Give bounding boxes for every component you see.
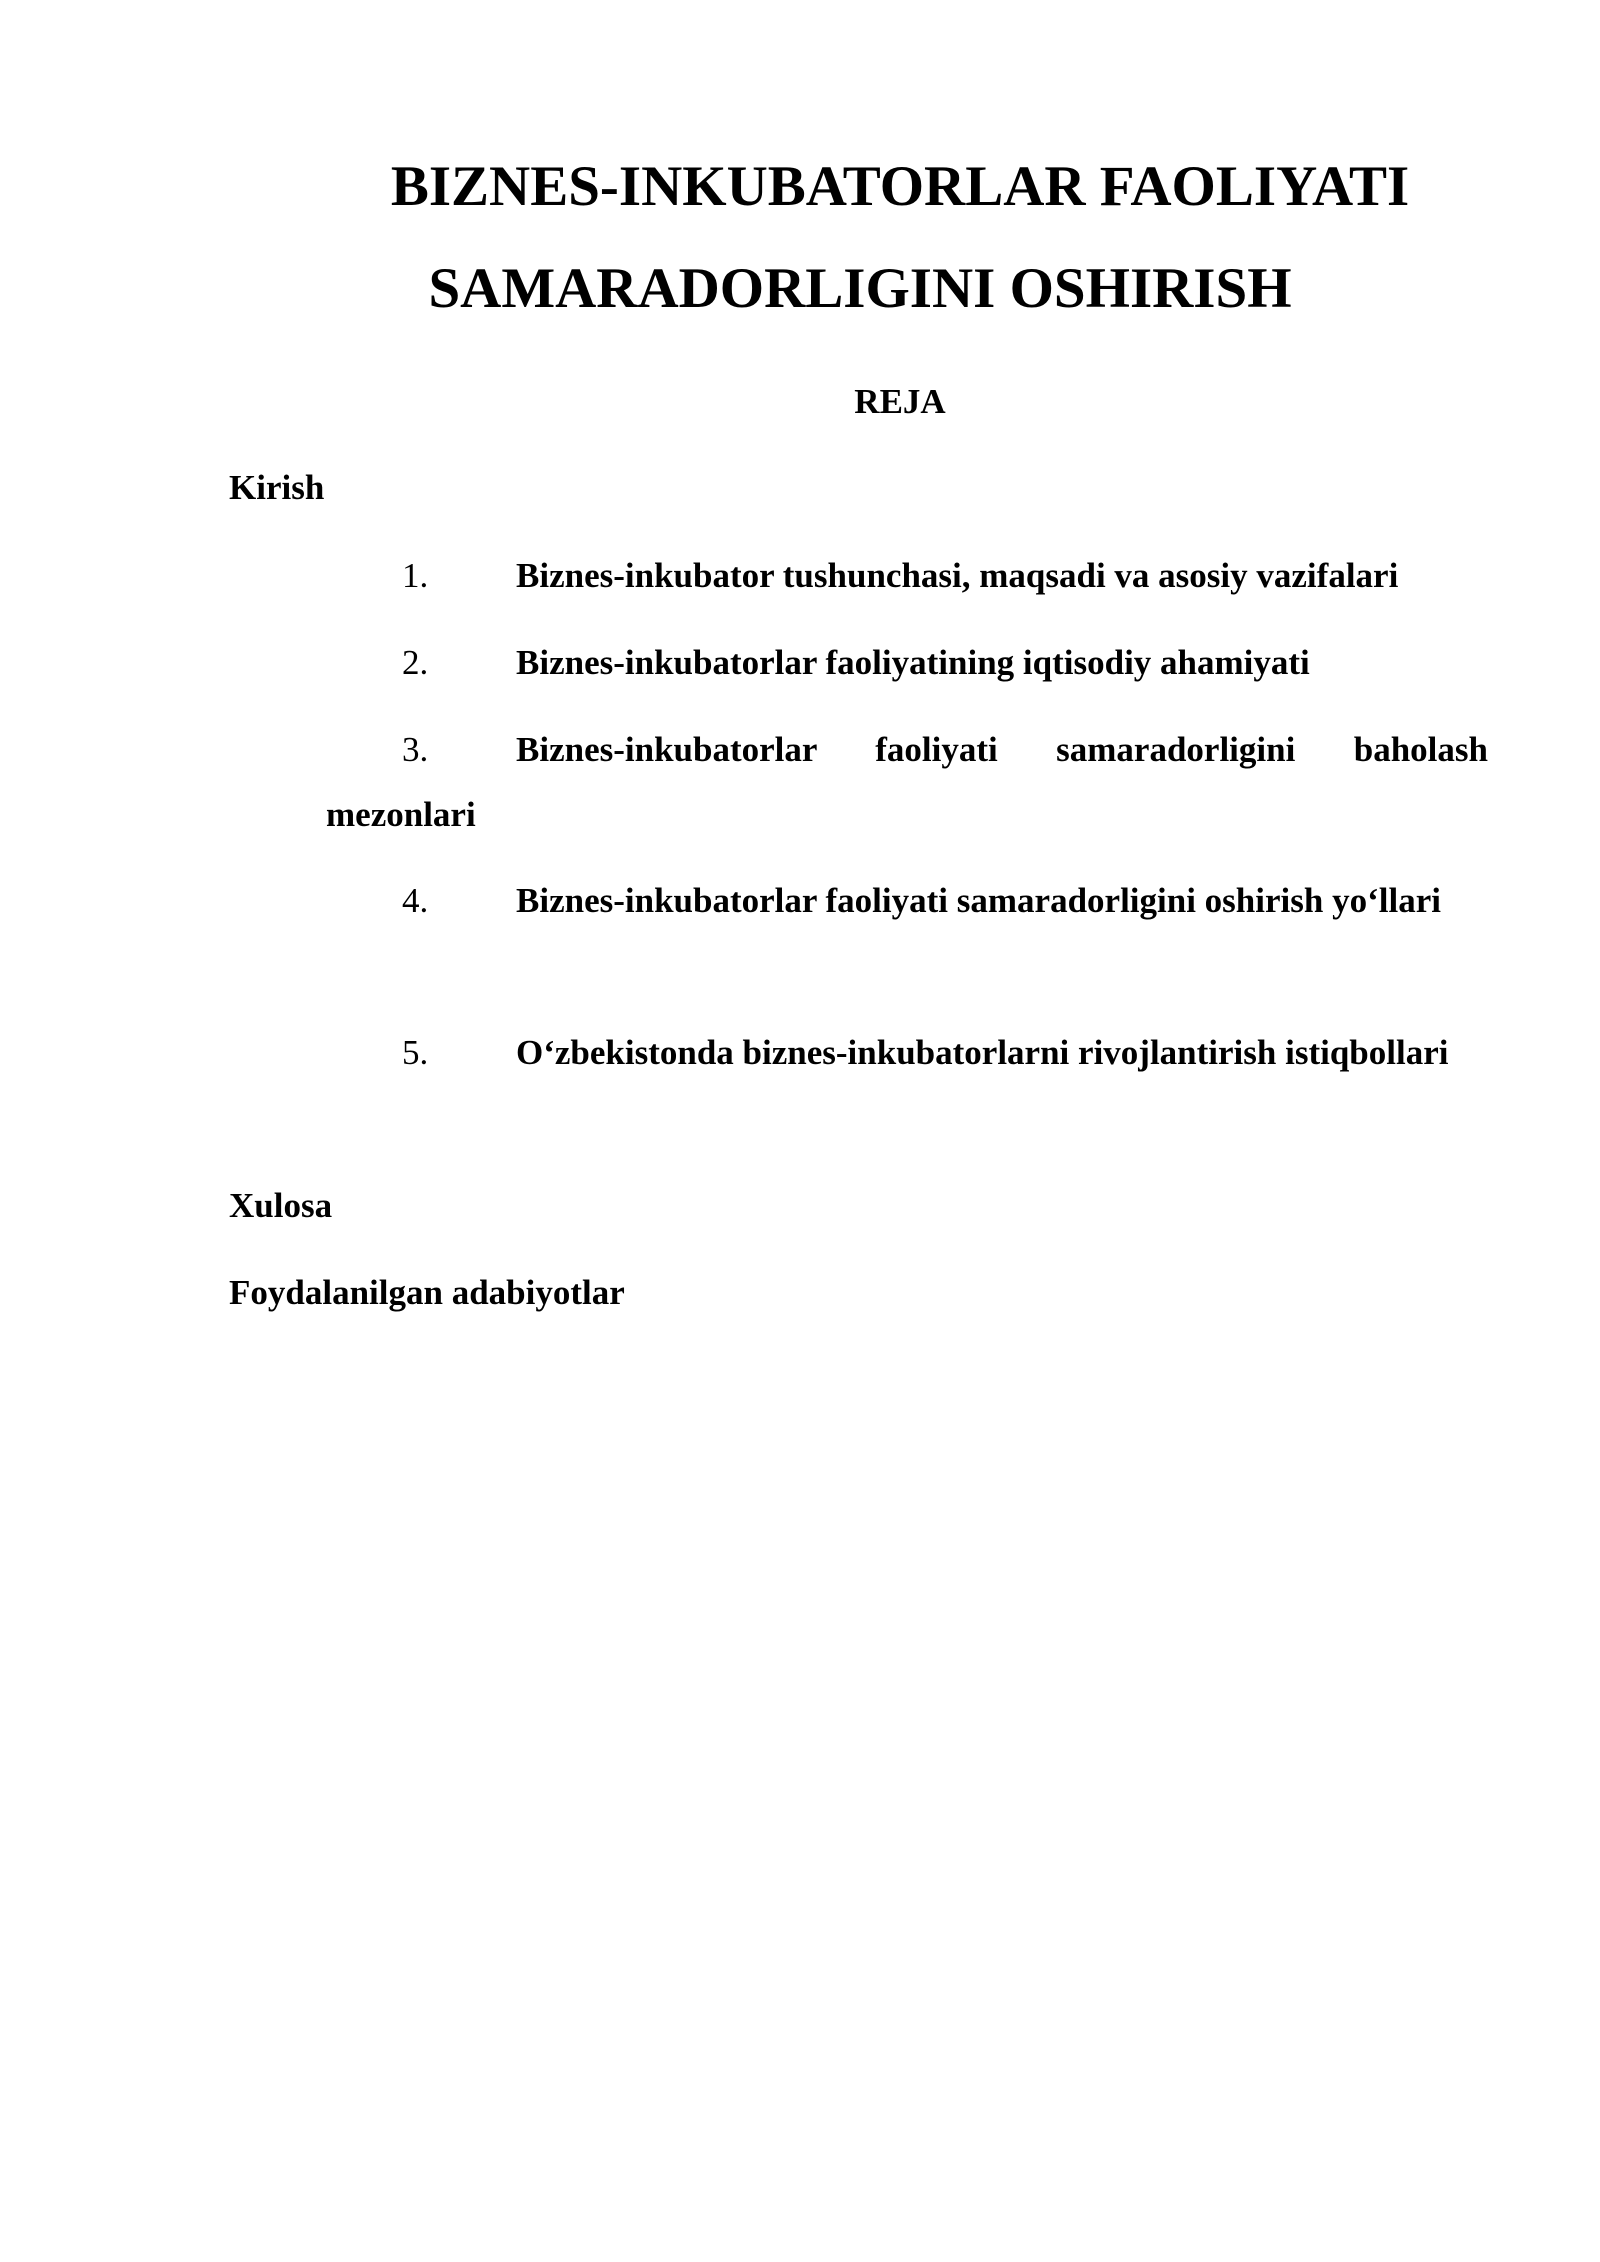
- plan-item-number: 1.: [402, 556, 429, 595]
- document-title-line-1: BIZNES-INKUBATORLAR FAOLIYATI: [390, 155, 1410, 218]
- plan-item-number: 5.: [402, 1033, 429, 1072]
- section-intro: Kirish: [229, 468, 325, 507]
- section-references: Foydalanilgan adabiyotlar: [229, 1273, 625, 1312]
- document-title-line-2: SAMARADORLIGINI OSHIRISH: [428, 257, 1292, 320]
- section-conclusion: Xulosa: [229, 1186, 333, 1225]
- plan-heading: REJA: [854, 382, 946, 421]
- plan-item-number: 2.: [402, 643, 429, 682]
- plan-item-3: [326, 717, 1488, 847]
- plan-item-2: [326, 630, 1488, 695]
- plan-item-4: [326, 868, 1488, 933]
- plan-item-text: Biznes-inkubator tushunchasi, maqsadi va asosiy vazifalari: [516, 556, 1399, 595]
- plan-item-text: Biznes-inkubatorlar faoliyatining iqtisodiy ahamiyati: [516, 643, 1310, 682]
- plan-item-1: [326, 543, 1488, 608]
- plan-item-text: Biznes-inkubatorlar faoliyati samaradorligini oshirish yo‘llari: [516, 881, 1441, 920]
- plan-item-5: [326, 1020, 1488, 1085]
- plan-item-text: O‘zbekistonda biznes-inkubatorlarni rivojlantirish istiqbollari: [516, 1033, 1449, 1072]
- plan-item-number: 3.: [402, 730, 429, 769]
- plan-item-number: 4.: [402, 881, 429, 920]
- plan-item-text: Biznes-inkubatorlar faoliyati samaradorligini baholash mezonlari: [326, 730, 1488, 834]
